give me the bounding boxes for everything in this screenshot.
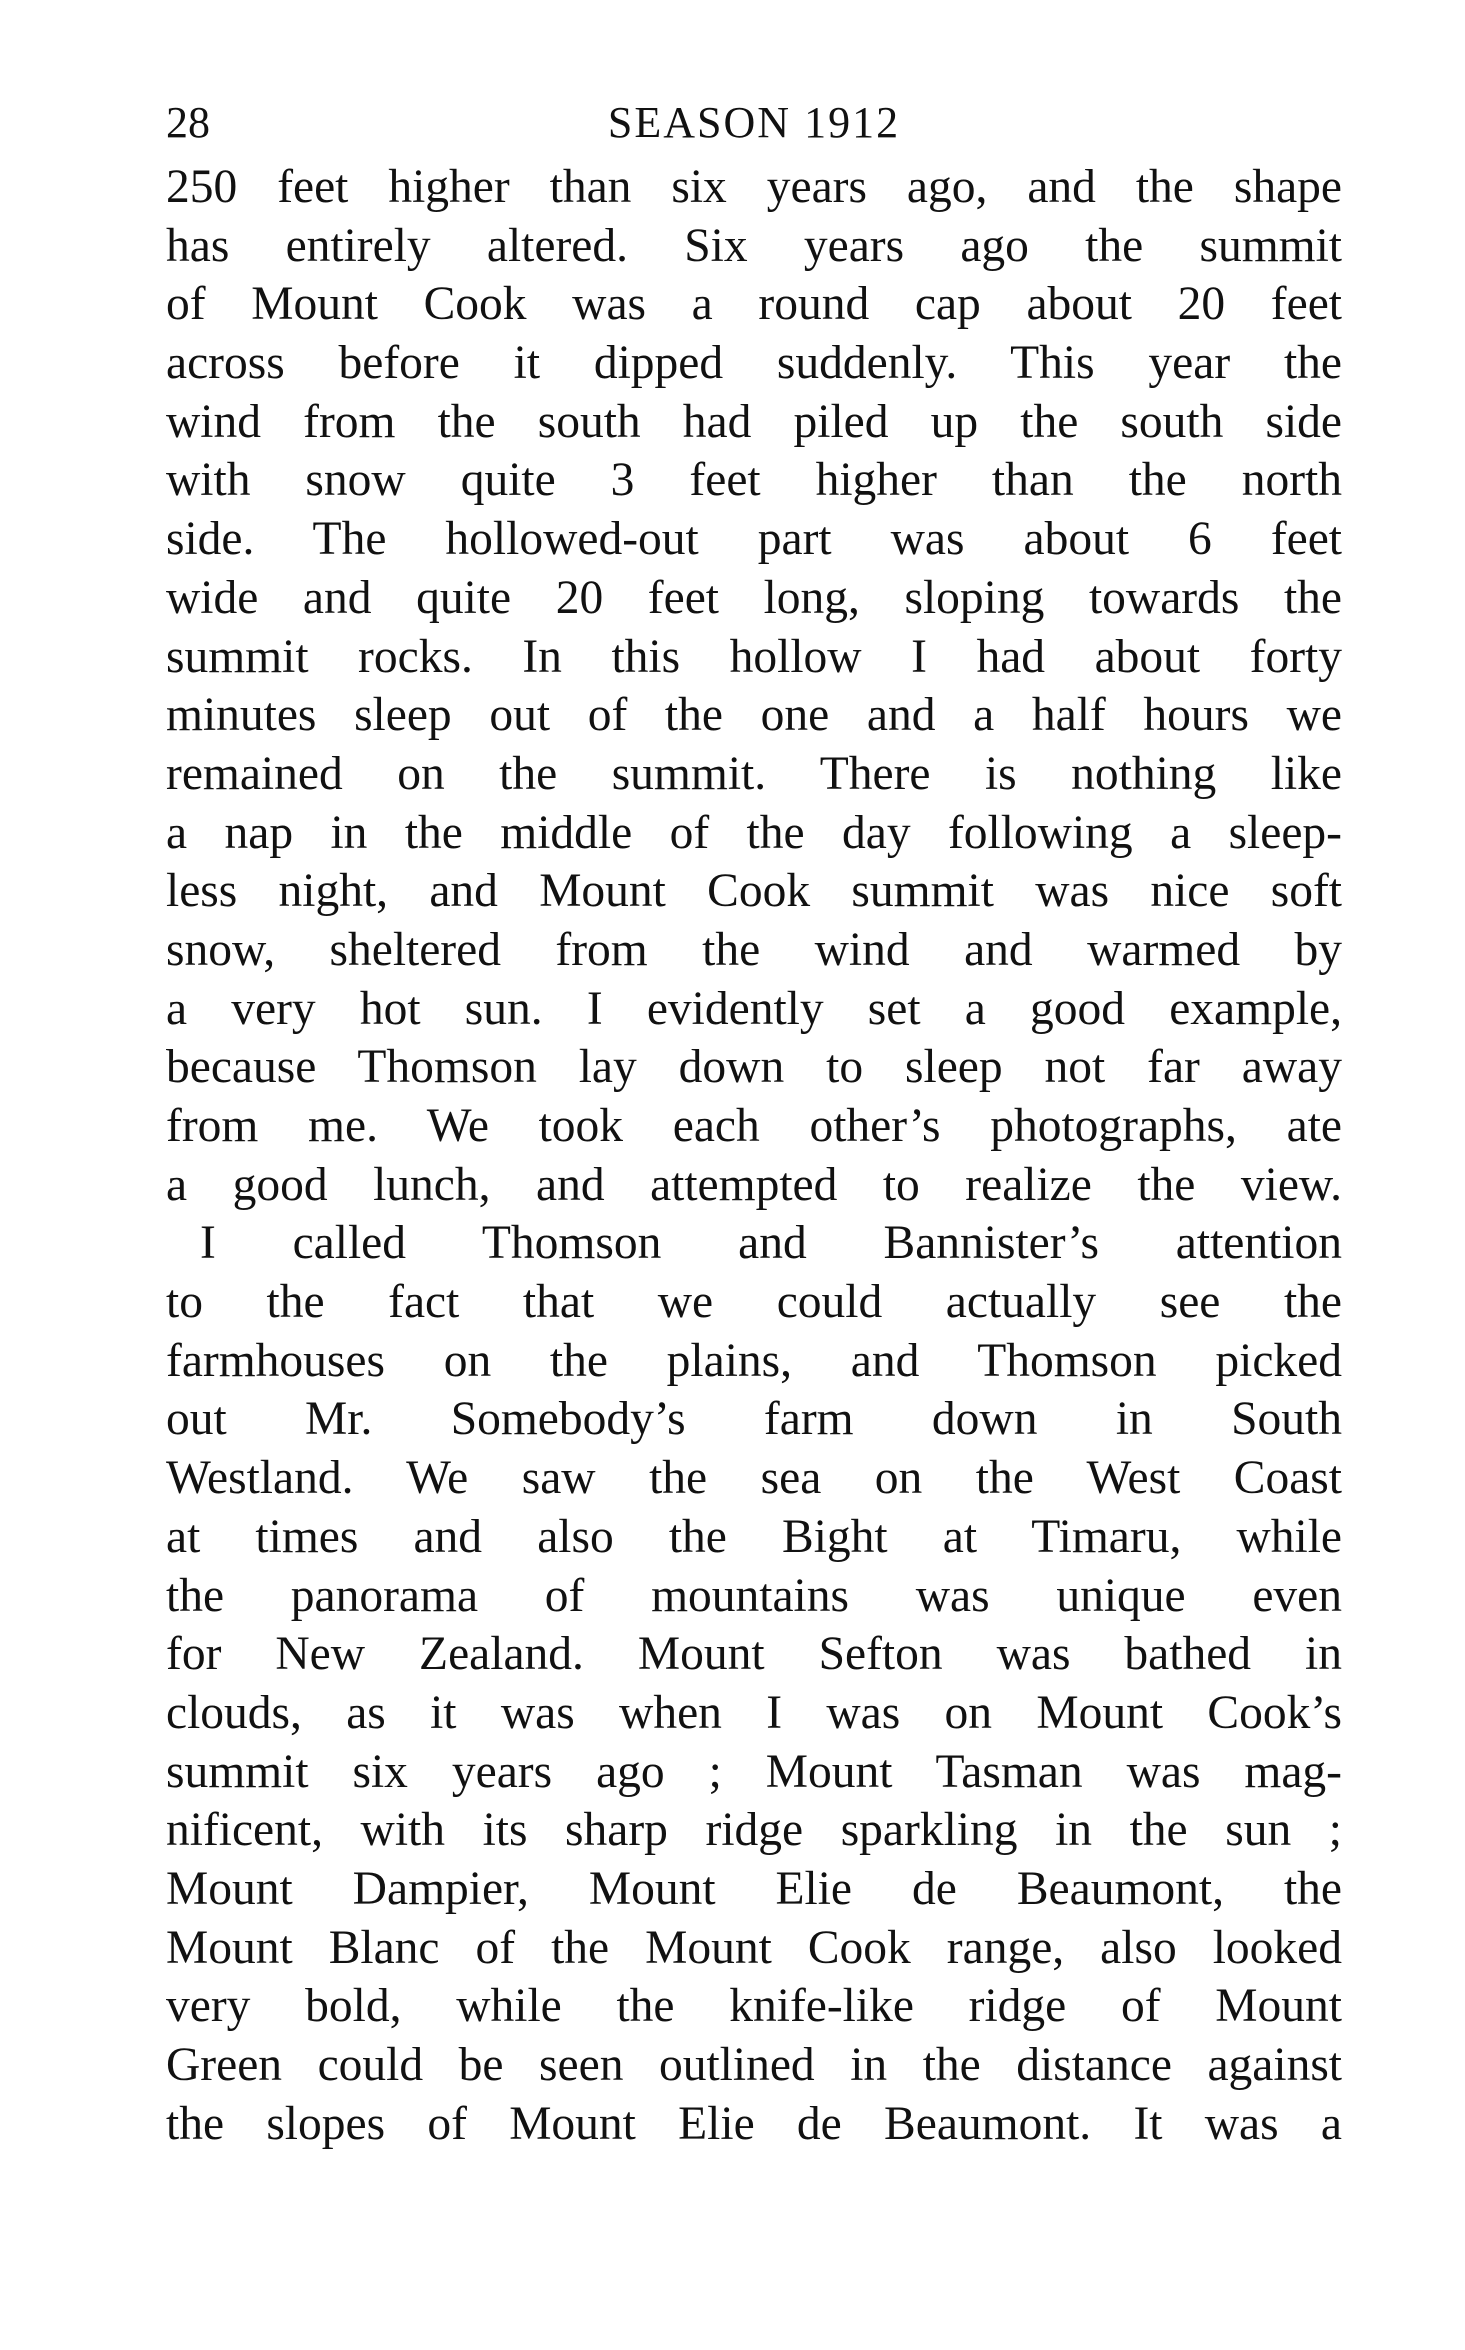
book-page bbox=[166, 88, 1342, 2153]
text-line: a very hot sun. I evidently set a good example, bbox=[166, 982, 1342, 1035]
text-line: because Thomson lay down to sleep not far away bbox=[166, 1041, 1342, 1094]
text-line: remained on the summit. There is nothing like bbox=[166, 747, 1342, 800]
text-line: less night, and Mount Cook summit was nice soft bbox=[166, 865, 1342, 918]
page-header bbox=[166, 88, 1342, 158]
text-line: out Mr. Somebody’s farm down in South bbox=[166, 1393, 1342, 1446]
text-line: wind from the south had piled up the south side bbox=[166, 395, 1342, 448]
text-line: farmhouses on the plains, and Thomson picked bbox=[166, 1334, 1342, 1387]
text-line: snow, sheltered from the wind and warmed by bbox=[166, 923, 1342, 976]
text-line: with snow quite 3 feet higher than the north bbox=[166, 454, 1342, 507]
text-line: wide and quite 20 feet long, sloping towards the bbox=[166, 571, 1342, 624]
text-line: from me. We took each other’s photographs, ate bbox=[166, 1100, 1342, 1152]
text-line: Westland. We saw the sea on the West Coast bbox=[166, 1452, 1342, 1505]
text-line: Green could be seen outlined in the distance against bbox=[166, 2039, 1342, 2091]
text-line: I called Thomson and Bannister’s attention bbox=[200, 1217, 1342, 1270]
text-line: clouds, as it was when I was on Mount Cook’s bbox=[166, 1686, 1342, 1739]
text-line: Mount Dampier, Mount Elie de Beaumont, the bbox=[166, 1862, 1342, 1915]
text-line: to the fact that we could actually see the bbox=[166, 1276, 1342, 1329]
text-line: across before it dipped suddenly. This year the bbox=[166, 337, 1342, 390]
text-line: very bold, while the knife-like ridge of Mount bbox=[166, 1980, 1342, 2033]
text-line: summit rocks. In this hollow I had about forty bbox=[166, 630, 1342, 683]
text-line: has entirely altered. Six years ago the summit bbox=[166, 219, 1342, 272]
text-line: the slopes of Mount Elie de Beaumont. It was a bbox=[166, 2097, 1342, 2150]
body-text bbox=[166, 158, 1342, 2153]
text-line: a nap in the middle of the day following a sleep- bbox=[166, 806, 1342, 859]
text-line: the panorama of mountains was unique even bbox=[166, 1569, 1342, 1622]
text-line: for New Zealand. Mount Sefton was bathed in bbox=[166, 1628, 1342, 1681]
running-head: SEASON 1912 bbox=[607, 98, 901, 147]
text-line: a good lunch, and attempted to realize the view. bbox=[166, 1158, 1342, 1211]
text-line: 250 feet higher than six years ago, and the shape bbox=[166, 161, 1342, 213]
text-line: minutes sleep out of the one and a half hours we bbox=[166, 689, 1342, 742]
text-line: summit six years ago ; Mount Tasman was mag- bbox=[166, 1745, 1342, 1798]
page-number: 28 bbox=[166, 98, 210, 147]
text-line: side. The hollowed-out part was about 6 feet bbox=[166, 513, 1342, 566]
text-line: Mount Blanc of the Mount Cook range, also looked bbox=[166, 1921, 1342, 1974]
text-line: nificent, with its sharp ridge sparkling in the sun ; bbox=[166, 1804, 1342, 1857]
text-line: at times and also the Bight at Timaru, while bbox=[166, 1510, 1342, 1563]
text-line: of Mount Cook was a round cap about 20 feet bbox=[166, 278, 1342, 331]
